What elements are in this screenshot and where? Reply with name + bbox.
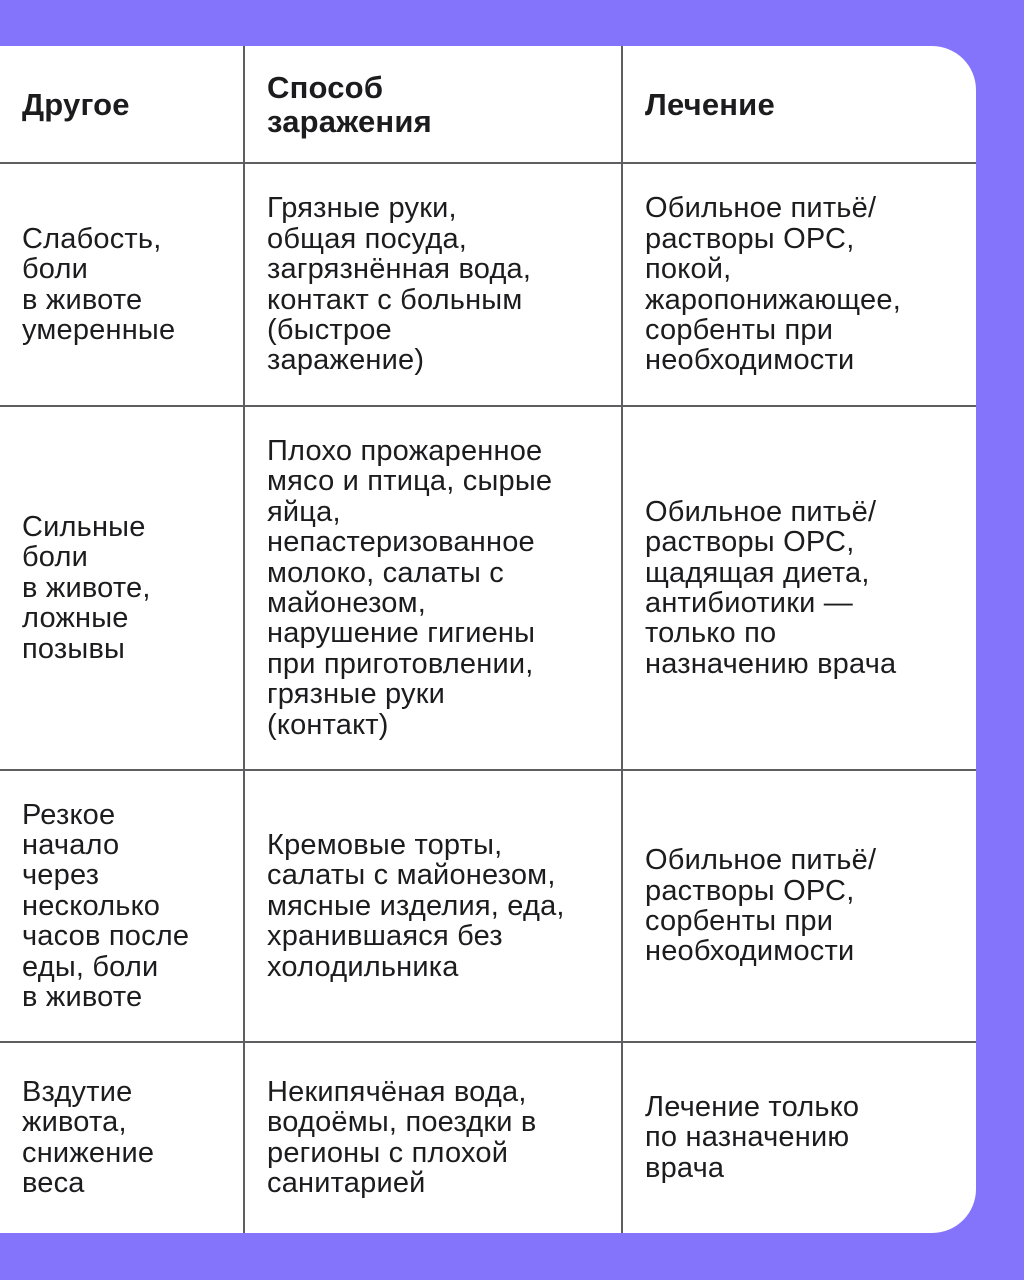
- table-card: [0, 46, 976, 1233]
- cell-text: Обильное питьё/ растворы ОРС, покой, жаропонижающее, сорбенты при необходимости: [645, 192, 901, 377]
- cell-text: Вздутие живота, снижение веса: [22, 1075, 155, 1199]
- cell-text: Сильные боли в животе, ложные позывы: [22, 510, 151, 665]
- table-cell-other: [22, 770, 237, 1042]
- cell-text: Слабость, боли в животе умеренные: [22, 222, 176, 346]
- table-cell-treatment: [645, 1042, 970, 1233]
- header-treatment-label: Лечение: [645, 86, 775, 122]
- infection-table: [0, 46, 976, 1233]
- table-cell-transmission: [267, 163, 612, 406]
- cell-text: Грязные руки, общая посуда, загрязнённая вода, контакт с больным (быстрое заражение): [267, 192, 532, 377]
- header-other-label: Другое: [22, 86, 130, 122]
- column-divider: [243, 46, 245, 1233]
- table-cell-transmission: [267, 1042, 612, 1233]
- header-other: [22, 46, 237, 163]
- table-cell-treatment: [645, 406, 970, 770]
- table-cell-transmission: [267, 406, 612, 770]
- table-cell-treatment: [645, 770, 970, 1042]
- table-cell-other: [22, 1042, 237, 1233]
- cell-text: Обильное питьё/ растворы ОРС, сорбенты при необходимости: [645, 844, 877, 968]
- table-cell-other: [22, 163, 237, 406]
- cell-text: Лечение только по назначению врача: [645, 1090, 860, 1184]
- cell-text: Кремовые торты, салаты с майонезом, мясные изделия, еда, хранившаяся без холодильника: [267, 828, 565, 983]
- table-cell-transmission: [267, 770, 612, 1042]
- cell-text: Плохо прожаренное мясо и птица, сырые яйца, непастеризованное молоко, салаты с майонезом, нарушение гигиены при приготовлении, грязные руки (контакт): [267, 434, 553, 741]
- cell-text: Некипячёная вода, водоёмы, поездки в регионы с плохой санитарией: [267, 1075, 537, 1199]
- cell-text: Обильное питьё/ растворы ОРС, щадящая диета, антибиотики — только по назначению врача: [645, 495, 897, 680]
- column-divider: [621, 46, 623, 1233]
- cell-text: Резкое начало через несколько часов после еды, боли в животе: [22, 798, 190, 1014]
- table-cell-treatment: [645, 163, 970, 406]
- table-cell-other: [22, 406, 237, 770]
- header-transmission: [267, 46, 612, 163]
- header-transmission-label: Способ заражения: [267, 69, 432, 139]
- header-treatment: [645, 46, 970, 163]
